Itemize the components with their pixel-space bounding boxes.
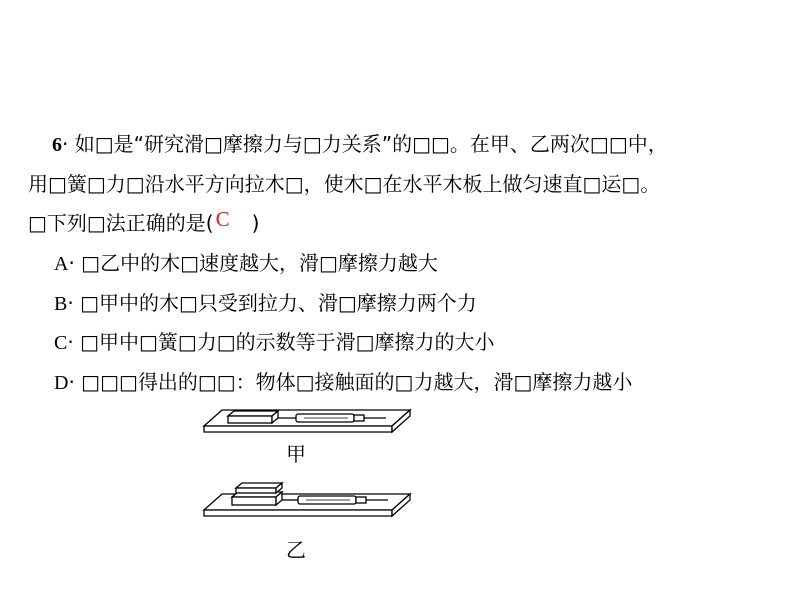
option-b-separator: · <box>67 291 74 315</box>
option-c-text: □甲中□簧□力□的示数等于滑□摩擦力的大小 <box>80 330 495 354</box>
question-line-1 <box>52 132 668 157</box>
option-b <box>54 291 477 316</box>
answer-mark: C <box>215 207 230 231</box>
option-d-text: □□□得出的□□：物体□接触面的□力越大，滑□摩擦力越小 <box>81 370 633 394</box>
upper-block-top <box>236 483 282 488</box>
question-line-2 <box>28 172 660 196</box>
block-top <box>228 411 278 416</box>
figure-yi <box>200 480 420 520</box>
option-b-text: □甲中的木□只受到拉力、滑□摩擦力两个力 <box>80 291 477 315</box>
question-separator: · <box>62 132 69 156</box>
option-d <box>54 370 632 395</box>
option-d-letter: D <box>54 372 69 394</box>
spring-scale-end <box>356 497 366 503</box>
question-number: 6 <box>52 134 62 156</box>
option-a-separator: · <box>68 251 75 275</box>
question-text-line-1: 如□是“研究滑□摩擦力与□力关系”的□□。在甲、乙两次□□中， <box>74 132 668 156</box>
block-front <box>228 416 272 423</box>
option-a <box>54 251 438 276</box>
question-line-3 <box>28 207 260 235</box>
caption-yi: 乙 <box>286 538 306 562</box>
figure-jia <box>200 400 420 436</box>
spring-scale-end <box>354 415 364 421</box>
upper-block-front <box>236 488 276 493</box>
question-text-line-3: □下列□法正确的是( <box>28 211 214 235</box>
option-b-letter: B <box>54 293 68 315</box>
option-c-letter: C <box>54 332 68 354</box>
board-front <box>204 510 392 516</box>
caption-jia: 甲 <box>286 442 306 466</box>
option-c-separator: · <box>67 330 74 354</box>
option-a-text: □乙中的木□速度越大，滑□摩擦力越大 <box>81 251 438 275</box>
option-c <box>54 330 495 355</box>
option-a-letter: A <box>54 253 69 275</box>
option-d-separator: · <box>68 370 75 394</box>
board-front <box>204 426 392 432</box>
question-text-line-2: 用□簧□力□沿水平方向拉木□，使木□在水平木板上做匀速直□运□。 <box>28 172 661 196</box>
question-close-paren: ) <box>251 211 260 235</box>
lower-block-front <box>232 497 276 505</box>
